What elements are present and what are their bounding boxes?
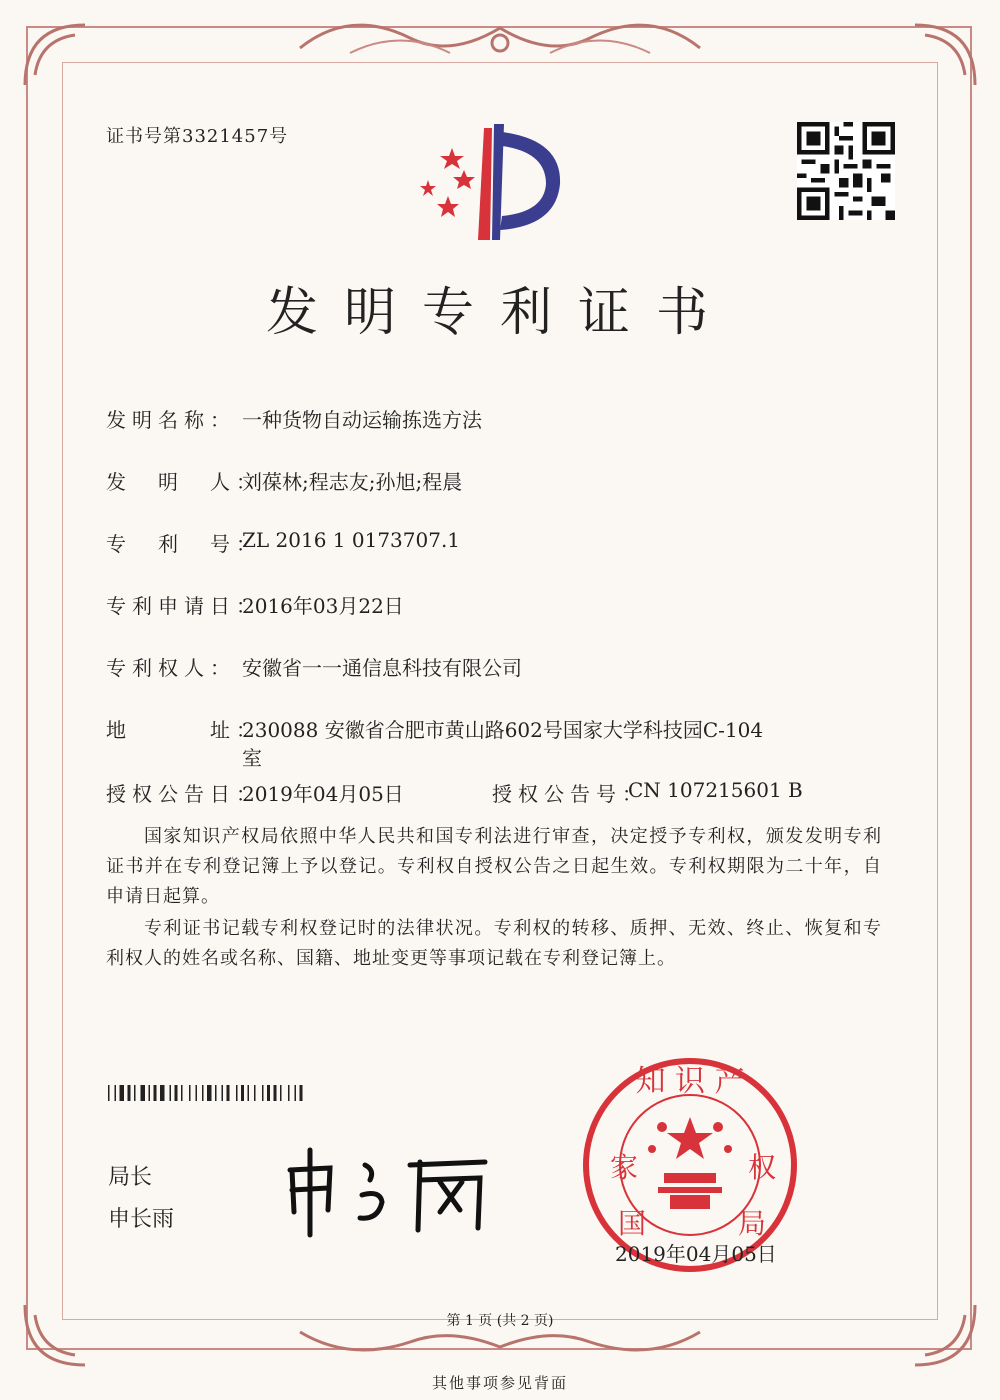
field-value-grant-date: 2019年04月05日 <box>242 782 404 806</box>
svg-text:国: 国 <box>618 1207 647 1240</box>
field-value-patent-number: ZL 2016 1 0173707.1 <box>242 528 461 552</box>
corner-ornament <box>910 20 980 90</box>
director-name: 申长雨 <box>108 1207 175 1232</box>
page-title: 发明专利证书 <box>265 283 734 343</box>
barcode-icon <box>108 1085 378 1101</box>
field-value-patentee: 安徽省一一通信息科技有限公司 <box>242 656 522 680</box>
field-label-inventors: 发 明 人： <box>106 470 262 494</box>
director-title: 局长 <box>108 1165 153 1190</box>
body-paragraph: 专利证书记载专利权登记时的法律状况。专利权的转移、质押、无效、终止、恢复和专利权人的姓名或名称、国籍、地址变更等事项记载在专利登记簿上。 <box>106 918 882 969</box>
field-label-publication-number: 授权公告号： <box>492 782 648 806</box>
field-value-publication-number: CN 107215601 B <box>628 778 803 802</box>
inner-border <box>62 62 938 1320</box>
field-value-inventors: 刘葆林;程志友;孙旭;程晨 <box>242 470 463 494</box>
field-value-application-date: 2016年03月22日 <box>242 594 404 618</box>
certificate-number: 证书号第3321457号 <box>106 126 289 147</box>
field-value-address: 230088 安徽省合肥市黄山路602号国家大学科技园C-104 <box>242 718 764 742</box>
field-label-invention-name: 发明名称： <box>106 408 236 432</box>
footnote: 其他事项参见背面 <box>431 1374 568 1392</box>
field-label-address: 地 址： <box>106 718 262 742</box>
top-ornament <box>290 8 710 68</box>
body-paragraph: 国家知识产权局依照中华人民共和国专利法进行审查，决定授予专利权，颁发发明专利证书并在专利登记簿上予以登记。专利权自授权公告之日起生效。专利权期限为二十年，自申请日起算。 <box>106 826 882 907</box>
field-label-patentee: 专利权人： <box>106 656 236 680</box>
svg-text:知 识 产: 知 识 产 <box>635 1064 745 1099</box>
corner-ornament <box>20 20 90 90</box>
svg-text:家: 家 <box>610 1151 639 1184</box>
seal-date: 2019年04月05日 <box>615 1242 777 1266</box>
field-value-address-cont: 室 <box>242 746 262 770</box>
field-label-patent-number: 专 利 号： <box>106 532 262 556</box>
field-value-invention-name: 一种货物自动运输拣选方法 <box>242 408 482 432</box>
svg-text:局: 局 <box>738 1207 767 1240</box>
signature-image <box>270 1140 510 1240</box>
field-label-application-date: 专利申请日： <box>106 594 262 618</box>
cnipa-logo-icon <box>412 118 572 248</box>
svg-text:权: 权 <box>748 1151 777 1184</box>
qr-code-icon <box>797 122 895 220</box>
field-label-grant-date: 授权公告日： <box>106 782 262 806</box>
page-number: 第 1 页 (共 2 页) <box>446 1313 554 1329</box>
